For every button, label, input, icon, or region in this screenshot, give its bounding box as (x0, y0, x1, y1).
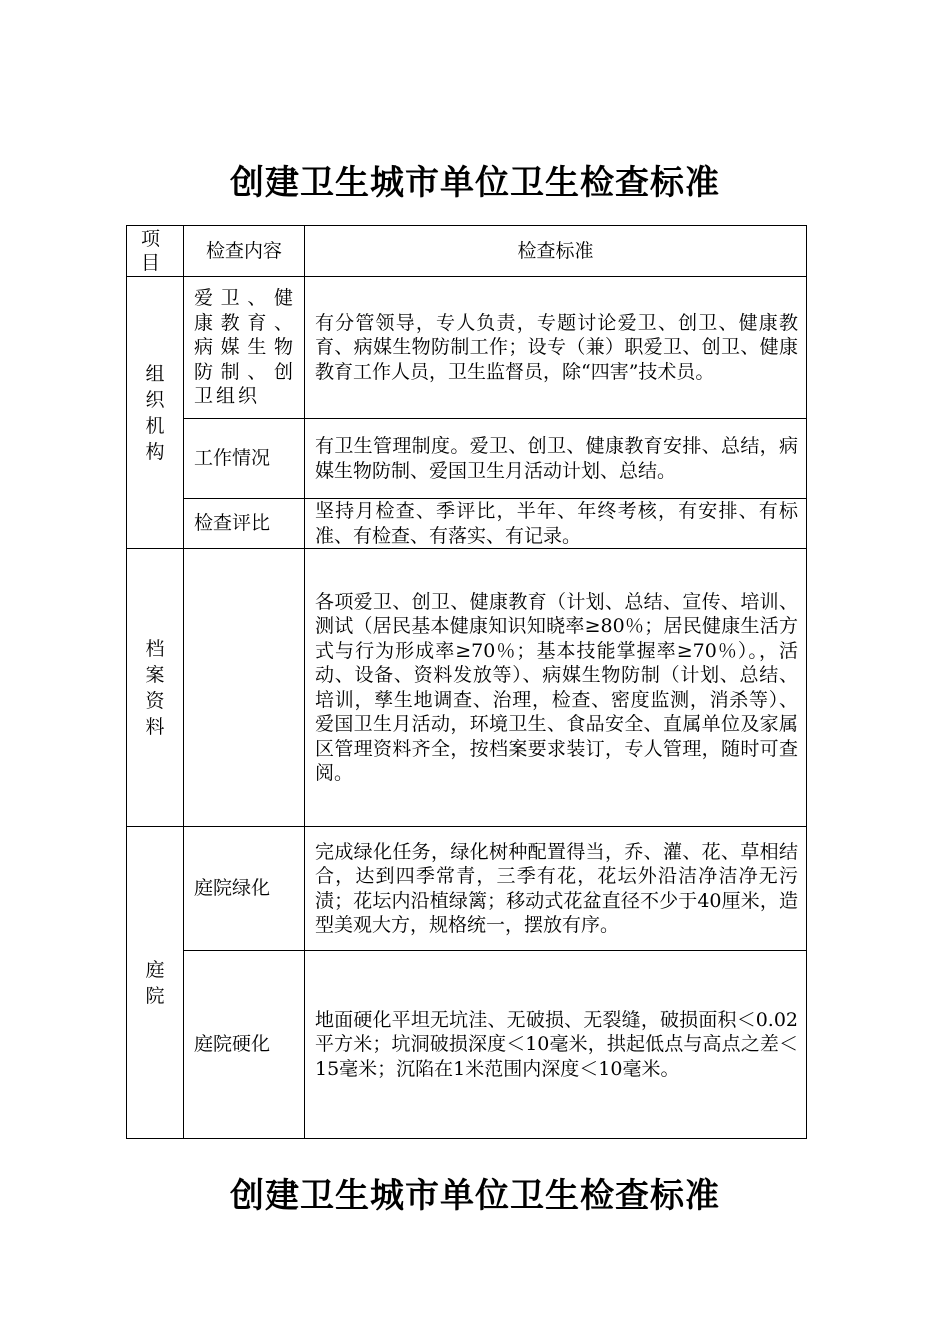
content-cell: 爱卫、健康教育、病媒生物防制、创卫组织 (184, 277, 305, 419)
content-cell: 庭院绿化 (184, 827, 305, 951)
table-row (127, 549, 807, 827)
header-content: 检查内容 (184, 226, 305, 277)
table-header-row (127, 226, 807, 277)
category-cell-archives (127, 549, 184, 827)
standard-cell: 坚持月检查、季评比，半年、年终考核，有安排、有标准、有检查、有落实、有记录。 (305, 499, 807, 549)
category-cell-organization (127, 277, 184, 549)
category-label: 档案资料 (145, 637, 165, 738)
table-row (127, 499, 807, 549)
header-item: 项目 (127, 226, 184, 277)
category-label: 组织机构 (145, 362, 165, 463)
inspection-standard-table (126, 225, 807, 1139)
content-cell: 工作情况 (184, 419, 305, 499)
standard-cell: 有分管领导，专人负责，专题讨论爱卫、创卫、健康教育、病媒生物防制工作；设专（兼）职爱卫、创卫、健康教育工作人员，卫生监督员，除“四害”技术员。 (305, 277, 807, 419)
document-title-repeat: 创建卫生城市单位卫生检查标准 (230, 1176, 720, 1216)
content-cell: 庭院硬化 (184, 951, 305, 1139)
standard-cell: 有卫生管理制度。爱卫、创卫、健康教育安排、总结，病媒生物防制、爱国卫生月活动计划、总结。 (305, 419, 807, 499)
standard-cell: 各项爱卫、创卫、健康教育（计划、总结、宣传、培训、测试（居民基本健康知识知晓率≥80％；居民健康生活方式与行为形成率≥70％；基本技能掌握率≥70％）。，活动、设备、资料发放等）、病媒生物防制（计划、总结、培训，孳生地调查、治理，检查、密度监测，消杀等）、爱国卫生月活动，环境卫生、食品安全、直属单位及家属区管理资料齐全，按档案要求装订，专人管理，随时可查阅。 (305, 549, 807, 827)
table-row (127, 827, 807, 951)
table-row (127, 277, 807, 419)
category-label: 庭院 (145, 958, 165, 1007)
content-cell (184, 549, 305, 827)
content-cell: 检查评比 (184, 499, 305, 549)
category-cell-courtyard (127, 827, 184, 1139)
table-row (127, 951, 807, 1139)
standard-cell: 完成绿化任务，绿化树种配置得当，乔、灌、花、草相结合，达到四季常青，三季有花，花坛外沿洁净洁净无污渍；花坛内沿植绿篱；移动式花盆直径不少于40厘米，造型美观大方，规格统一，摆放有序。 (305, 827, 807, 951)
header-standard: 检查标准 (305, 226, 807, 277)
table-row (127, 419, 807, 499)
document-title: 创建卫生城市单位卫生检查标准 (230, 163, 720, 203)
standard-cell: 地面硬化平坦无坑洼、无破损、无裂缝，破损面积＜0.02平方米；坑洞破损深度＜10毫米，拱起低点与高点之差＜15毫米；沉陷在1米范围内深度＜10毫米。 (305, 951, 807, 1139)
